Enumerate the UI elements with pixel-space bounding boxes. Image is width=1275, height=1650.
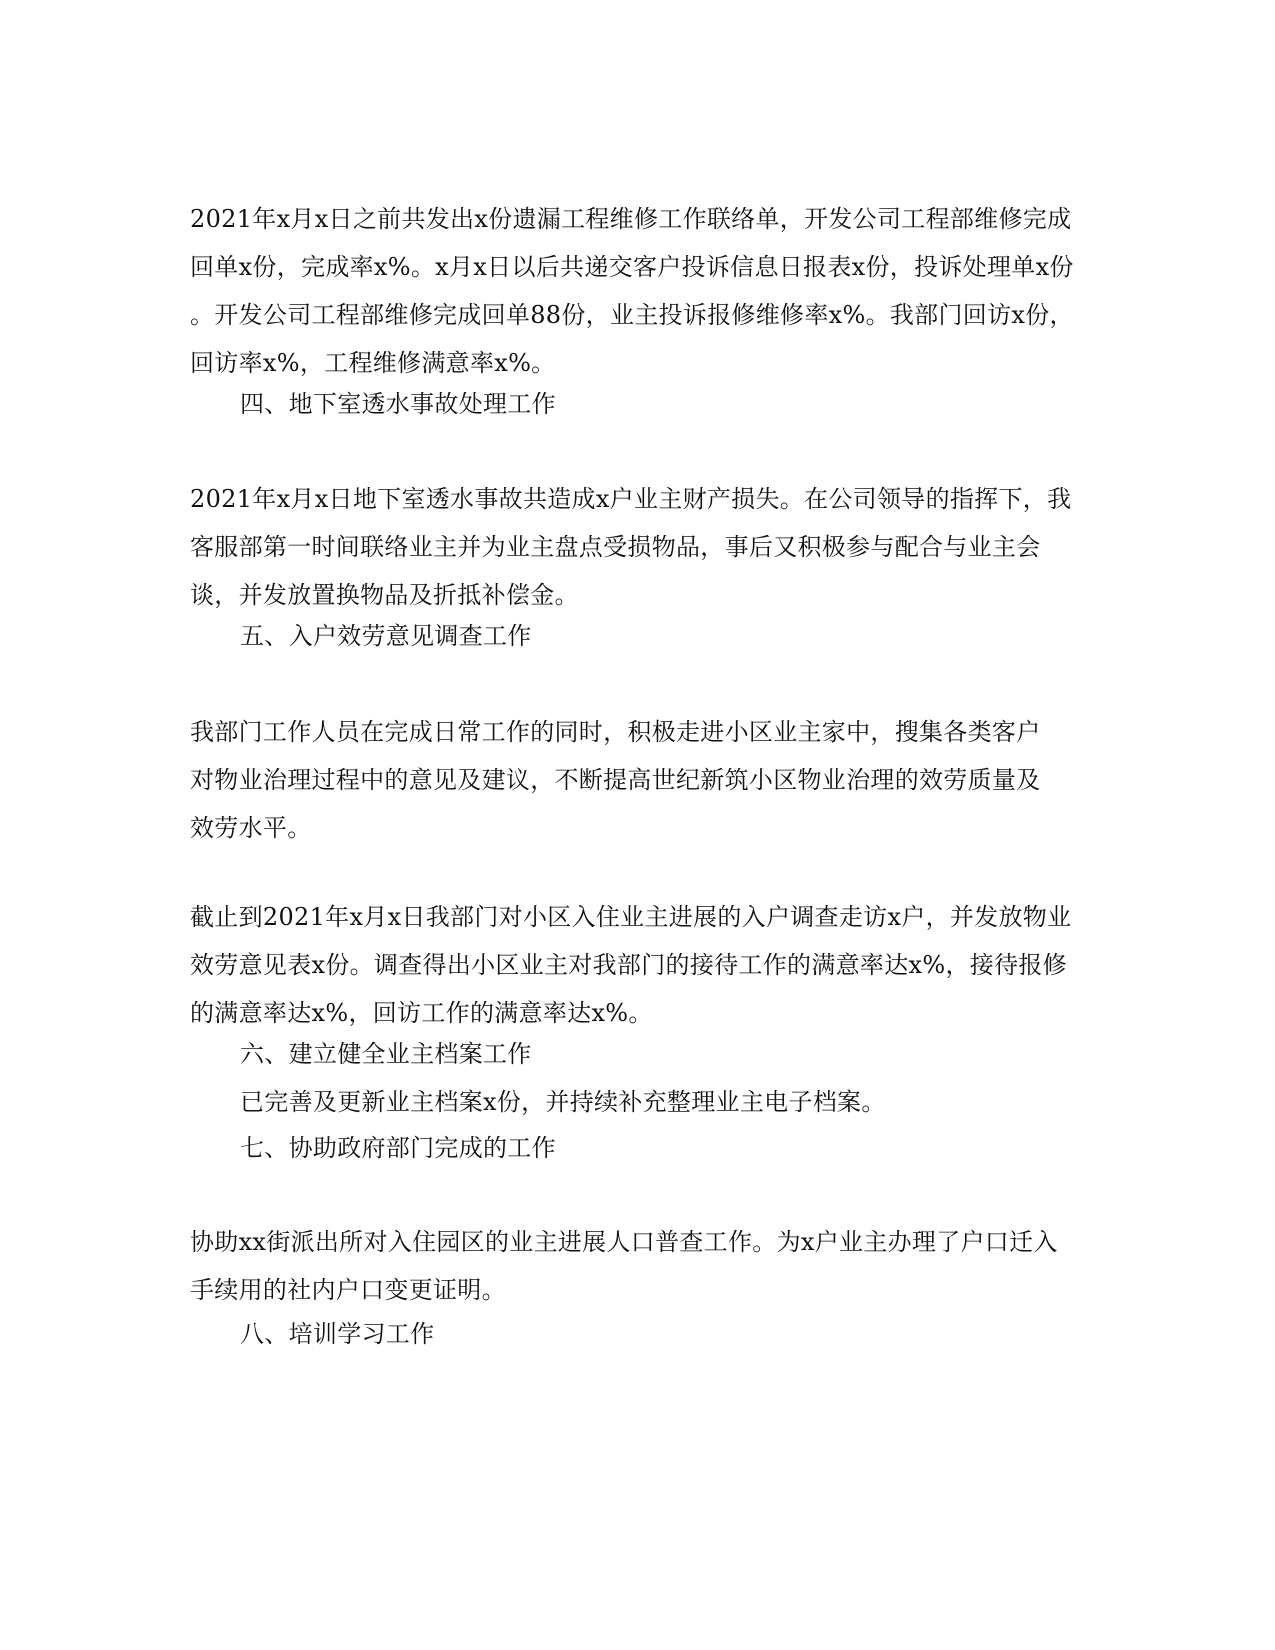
text-line: 协助xx街派出所对入住园区的业主进展人口普查工作。为x户业主办理了户口迁入 xyxy=(190,1228,1058,1256)
paragraph-survey-results xyxy=(190,893,1090,1037)
text-line: 对物业治理过程中的意见及建议，不断提高世纪新筑小区物业治理的效劳质量及 xyxy=(190,766,1041,794)
text-line: 的满意率达x%，回访工作的满意率达x%。 xyxy=(190,999,653,1027)
text-line: 2021年x月x日地下室透水事故共造成x户业主财产损失。在公司领导的指挥下，我 xyxy=(190,485,1072,513)
section-heading-basement: 四、地下室透水事故处理工作 xyxy=(240,390,556,418)
text-line: 谈，并发放置换物品及折抵补偿金。 xyxy=(190,581,579,609)
text-line: 效劳水平。 xyxy=(190,814,312,842)
section-heading-government: 七、协助政府部门完成的工作 xyxy=(240,1134,556,1162)
text-line: 回单x份，完成率x%。x月x日以后共递交客户投诉信息日报表x份，投诉处理单x份 xyxy=(190,253,1074,281)
paragraph-archives: 已完善及更新业主档案x份，并持续补充整理业主电子档案。 xyxy=(240,1088,886,1116)
paragraph-survey-intro xyxy=(190,708,1090,852)
section-heading-archives: 六、建立健全业主档案工作 xyxy=(240,1040,532,1068)
text-line: 2021年x月x日之前共发出x份遗漏工程维修工作联络单，开发公司工程部维修完成 xyxy=(190,205,1072,233)
paragraph-basement-incident xyxy=(190,475,1090,619)
text-line: 我部门工作人员在完成日常工作的同时，积极走进小区业主家中，搜集各类客户 xyxy=(190,718,1041,746)
text-line: 客服部第一时间联络业主并为业主盘点受损物品，事后又积极参与配合与业主会 xyxy=(190,533,1041,561)
paragraph-repair-stats xyxy=(190,195,1090,387)
text-line: 效劳意见表x份。调查得出小区业主对我部门的接待工作的满意率达x%，接待报修 xyxy=(190,951,1067,979)
section-heading-training: 八、培训学习工作 xyxy=(240,1320,435,1348)
text-line: 截止到2021年x月x日我部门对小区入住业主进展的入户调查走访x户，并发放物业 xyxy=(190,903,1072,931)
paragraph-government-work xyxy=(190,1218,1090,1314)
section-heading-survey: 五、入户效劳意见调查工作 xyxy=(240,622,532,650)
text-line: 回访率x%，工程维修满意率x%。 xyxy=(190,349,556,377)
text-line: 手续用的社内户口变更证明。 xyxy=(190,1276,506,1304)
text-line: 。开发公司工程部维修完成回单88份，业主投诉报修维修率x%。我部门回访x份， xyxy=(190,301,1074,329)
